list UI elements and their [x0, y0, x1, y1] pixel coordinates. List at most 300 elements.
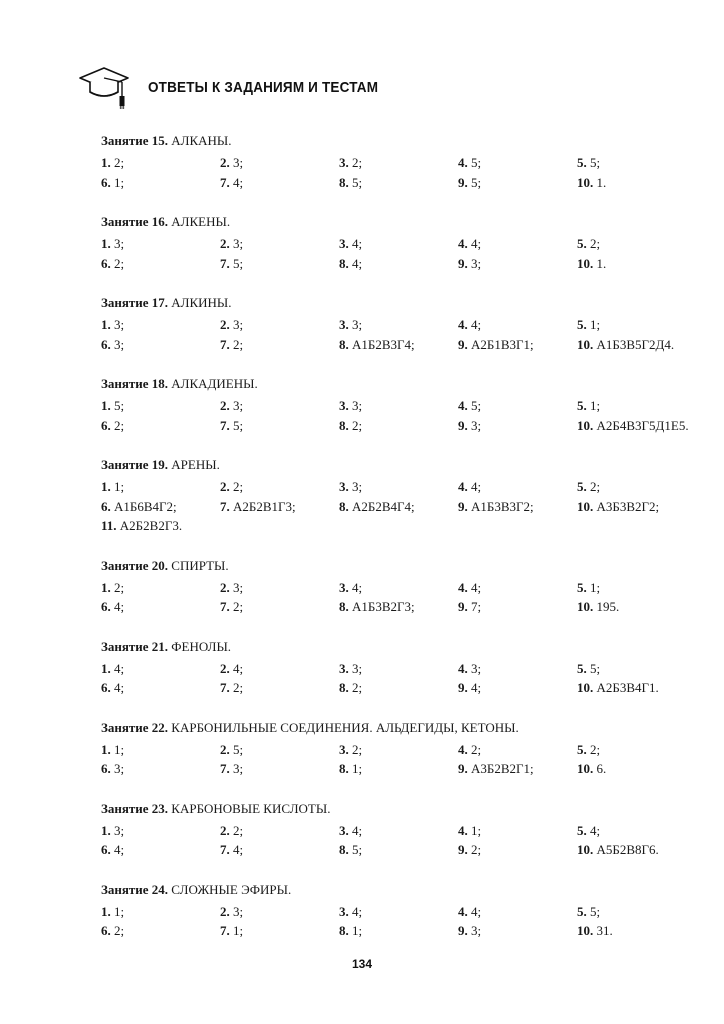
- answer-number: 6.: [101, 761, 111, 776]
- lesson-section: [101, 455, 701, 536]
- answer-value: А3Б2В2Г1;: [471, 761, 534, 776]
- answer-value: 4;: [352, 255, 363, 271]
- answer-value: 31.: [596, 923, 613, 938]
- answer-value: 2;: [233, 336, 244, 352]
- answer-number: 2.: [220, 155, 230, 170]
- answer-item: [458, 740, 577, 760]
- answer-item: [220, 315, 339, 335]
- answer-item: [220, 173, 339, 193]
- answer-item: [339, 678, 458, 698]
- answer-number: 9.: [458, 255, 468, 271]
- lesson-label: Занятие 24.: [101, 881, 169, 897]
- answer-item: [101, 497, 220, 517]
- answer-item: [577, 840, 696, 860]
- answer-item: [220, 153, 339, 173]
- answer-number: 7.: [220, 417, 230, 433]
- answer-item: [220, 740, 339, 760]
- page-number: 134: [351, 957, 373, 971]
- answer-value: А1Б2В3Г4;: [352, 336, 415, 352]
- answer-number: 7.: [220, 761, 230, 776]
- answer-value: 3;: [352, 317, 363, 332]
- lesson-topic: АЛКЕНЫ.: [171, 214, 231, 229]
- answer-value: 4;: [114, 660, 125, 676]
- lesson-title: [101, 455, 701, 474]
- answer-value: 3;: [233, 317, 244, 332]
- answer-value: А2Б2В1Г3;: [233, 498, 296, 514]
- answer-value: 2;: [471, 842, 482, 857]
- answer-number: 4.: [458, 660, 468, 676]
- answer-value: 1.: [596, 255, 607, 271]
- answer-value: 3;: [233, 761, 244, 776]
- answer-number: 4.: [458, 479, 468, 494]
- answer-value: 3;: [233, 236, 244, 251]
- answer-value: 5;: [114, 398, 125, 413]
- answer-item: [339, 396, 458, 416]
- answer-number: 5.: [577, 317, 587, 332]
- answer-value: 195.: [596, 599, 620, 614]
- answer-item: [339, 740, 458, 760]
- answer-value: 3;: [114, 236, 125, 251]
- answer-number: 3.: [339, 479, 349, 494]
- answer-number: 10.: [577, 842, 594, 857]
- answer-number: 1.: [101, 479, 111, 494]
- answer-value: 1;: [114, 174, 125, 190]
- answer-item: [101, 659, 220, 679]
- answer-number: 1.: [101, 903, 111, 919]
- answer-item: [220, 234, 339, 254]
- answers-grid: [101, 740, 701, 779]
- answer-value: 3;: [233, 579, 244, 595]
- answer-item: [458, 153, 577, 173]
- answer-number: 5.: [577, 479, 587, 494]
- answer-value: 3;: [114, 317, 125, 332]
- answers-content: [101, 131, 701, 961]
- answer-number: 7.: [220, 174, 230, 190]
- answer-number: 3.: [339, 317, 349, 332]
- answer-number: 2.: [220, 579, 230, 595]
- answer-item: [339, 234, 458, 254]
- answer-item: [339, 497, 458, 517]
- answer-item: [577, 153, 696, 173]
- answer-number: 6.: [101, 498, 111, 514]
- answer-number: 9.: [458, 680, 468, 695]
- answer-number: 3.: [339, 155, 349, 170]
- answer-value: 3;: [471, 417, 482, 433]
- answer-value: 2;: [590, 741, 601, 757]
- answer-number: 6.: [101, 174, 111, 190]
- answer-value: 5;: [352, 174, 363, 190]
- answer-value: 1;: [352, 923, 363, 938]
- answer-value: 2;: [114, 579, 125, 595]
- graduation-cap-icon: [76, 64, 132, 110]
- answer-item: [101, 740, 220, 760]
- answer-value: А5Б2В8Г6.: [596, 842, 659, 857]
- answer-number: 9.: [458, 174, 468, 190]
- answer-number: 3.: [339, 579, 349, 595]
- answer-item: [339, 335, 458, 355]
- answer-number: 5.: [577, 822, 587, 838]
- answer-number: 7.: [220, 498, 230, 514]
- answer-value: 4;: [233, 660, 244, 676]
- answer-item: [458, 335, 577, 355]
- answer-number: 7.: [220, 680, 230, 695]
- page-header: [76, 64, 404, 110]
- lesson-title: [101, 718, 701, 737]
- answer-item: [339, 315, 458, 335]
- answer-number: 9.: [458, 417, 468, 433]
- answer-number: 2.: [220, 236, 230, 251]
- answer-item: [577, 416, 696, 436]
- answer-value: 3;: [233, 903, 244, 919]
- answer-number: 5.: [577, 579, 587, 595]
- answer-number: 6.: [101, 923, 111, 938]
- answer-number: 4.: [458, 903, 468, 919]
- answer-item: [101, 678, 220, 698]
- answer-number: 6.: [101, 599, 111, 614]
- answer-number: 4.: [458, 398, 468, 413]
- answer-value: 1;: [114, 903, 125, 919]
- lesson-section: [101, 799, 701, 860]
- answer-value: 3;: [471, 660, 482, 676]
- answer-number: 10.: [577, 417, 594, 433]
- answer-value: А1Б6В4Г2;: [114, 498, 177, 514]
- answer-value: 3;: [352, 660, 363, 676]
- answer-value: 3;: [114, 822, 125, 838]
- lesson-topic: АЛКАДИЕНЫ.: [171, 376, 258, 391]
- answers-grid: [101, 821, 701, 860]
- answer-item: [101, 597, 220, 617]
- answer-number: 10.: [577, 680, 594, 695]
- answer-value: 5;: [471, 155, 482, 170]
- answer-item: [101, 173, 220, 193]
- answer-value: 4;: [114, 599, 125, 614]
- lesson-label: Занятие 18.: [101, 376, 169, 391]
- answer-item: [339, 759, 458, 779]
- answer-item: [458, 254, 577, 274]
- answer-number: 7.: [220, 842, 230, 857]
- answer-number: 8.: [339, 761, 349, 776]
- answer-value: 1;: [352, 761, 363, 776]
- answer-item: [458, 840, 577, 860]
- answer-number: 6.: [101, 417, 111, 433]
- answer-number: 9.: [458, 842, 468, 857]
- answer-item: [577, 497, 696, 517]
- answer-number: 10.: [577, 923, 594, 938]
- answer-value: 1;: [590, 398, 601, 413]
- answer-value: 5;: [233, 741, 244, 757]
- answer-value: 5;: [590, 660, 601, 676]
- answer-number: 2.: [220, 479, 230, 494]
- answer-item: [458, 597, 577, 617]
- answer-number: 1.: [101, 155, 111, 170]
- answers-grid: [101, 477, 701, 536]
- answer-number: 3.: [339, 741, 349, 757]
- answer-item: [339, 597, 458, 617]
- answer-number: 3.: [339, 398, 349, 413]
- answer-item: [101, 315, 220, 335]
- answer-value: 1;: [114, 479, 125, 494]
- answer-item: [458, 659, 577, 679]
- answer-number: 1.: [101, 236, 111, 251]
- answer-item: [101, 840, 220, 860]
- answer-item: [220, 497, 339, 517]
- answer-item: [458, 416, 577, 436]
- answer-value: 3;: [471, 255, 482, 271]
- answer-value: 1;: [114, 741, 125, 757]
- answer-number: 1.: [101, 317, 111, 332]
- answer-number: 10.: [577, 498, 594, 514]
- answer-value: А1Б3В5Г2Д4.: [596, 336, 675, 352]
- answer-value: 5;: [590, 155, 601, 170]
- answer-value: 4;: [471, 903, 482, 919]
- answer-value: 4;: [352, 579, 363, 595]
- answer-value: А1Б3В3Г2;: [471, 498, 534, 514]
- answer-value: 4;: [352, 236, 363, 251]
- answer-item: [101, 153, 220, 173]
- answer-item: [577, 396, 696, 416]
- answer-item: [339, 416, 458, 436]
- answer-value: 5;: [233, 417, 244, 433]
- answer-item: [577, 678, 696, 698]
- answer-value: 1.: [596, 174, 607, 190]
- answer-number: 8.: [339, 680, 349, 695]
- answer-item: [101, 902, 220, 922]
- answer-value: 4;: [590, 822, 601, 838]
- lesson-topic: АРЕНЫ.: [171, 457, 220, 472]
- lesson-topic: КАРБОНОВЫЕ КИСЛОТЫ.: [171, 800, 331, 816]
- answer-value: 2;: [114, 417, 125, 433]
- answer-number: 3.: [339, 660, 349, 676]
- answer-number: 7.: [220, 255, 230, 271]
- answer-item: [577, 597, 696, 617]
- answer-value: 2;: [114, 155, 125, 170]
- answer-value: А1Б3В2Г3;: [352, 599, 415, 614]
- answer-number: 8.: [339, 417, 349, 433]
- answer-item: [101, 234, 220, 254]
- lesson-section: [101, 212, 701, 273]
- answer-item: [577, 477, 696, 497]
- answer-item: [220, 759, 339, 779]
- answer-value: 2;: [114, 923, 125, 938]
- answer-number: 1.: [101, 822, 111, 838]
- lesson-title: [101, 799, 701, 818]
- answer-item: [458, 578, 577, 598]
- lesson-section: [101, 718, 701, 779]
- answer-item: [101, 516, 220, 536]
- answer-item: [339, 921, 458, 941]
- lesson-section: [101, 880, 701, 941]
- answer-number: 5.: [577, 155, 587, 170]
- answer-item: [577, 659, 696, 679]
- answer-number: 8.: [339, 923, 349, 938]
- answer-value: 2;: [352, 741, 363, 757]
- answer-item: [220, 821, 339, 841]
- answer-number: 1.: [101, 660, 111, 676]
- answer-value: 2;: [352, 155, 363, 170]
- answers-grid: [101, 234, 701, 273]
- answer-number: 9.: [458, 761, 468, 776]
- answer-value: 3;: [471, 923, 482, 938]
- answer-item: [101, 416, 220, 436]
- answer-item: [339, 173, 458, 193]
- answer-number: 8.: [339, 599, 349, 614]
- answer-item: [458, 477, 577, 497]
- answer-number: 10.: [577, 336, 594, 352]
- answer-value: А2Б2В4Г4;: [352, 498, 415, 514]
- answer-number: 2.: [220, 398, 230, 413]
- answer-item: [577, 821, 696, 841]
- answer-value: 4;: [471, 479, 482, 494]
- answer-item: [220, 597, 339, 617]
- answer-number: 11.: [101, 518, 117, 533]
- answer-value: А2Б4В3Г5Д1Е5.: [596, 417, 689, 433]
- answer-value: А2Б3В4Г1.: [596, 680, 659, 695]
- answer-item: [577, 254, 696, 274]
- answer-number: 10.: [577, 174, 594, 190]
- answer-number: 1.: [101, 398, 111, 413]
- answer-item: [577, 173, 696, 193]
- answer-number: 4.: [458, 741, 468, 757]
- answer-value: 2;: [352, 417, 363, 433]
- answer-number: 4.: [458, 236, 468, 251]
- answer-number: 2.: [220, 741, 230, 757]
- answer-item: [458, 234, 577, 254]
- answer-item: [339, 254, 458, 274]
- answer-number: 8.: [339, 336, 349, 352]
- answer-item: [458, 902, 577, 922]
- answer-item: [577, 759, 696, 779]
- answer-value: 2;: [233, 599, 244, 614]
- answer-item: [458, 678, 577, 698]
- answer-value: 5;: [233, 255, 244, 271]
- answer-value: 2;: [233, 680, 244, 695]
- lesson-section: [101, 131, 701, 192]
- answer-item: [577, 902, 696, 922]
- lesson-section: [101, 637, 701, 698]
- answer-value: 3;: [352, 479, 363, 494]
- answer-number: 9.: [458, 599, 468, 614]
- answer-number: 7.: [220, 336, 230, 352]
- lesson-label: Занятие 17.: [101, 295, 169, 310]
- answer-item: [101, 335, 220, 355]
- answer-value: 7;: [471, 599, 482, 614]
- lesson-section: [101, 556, 701, 617]
- answer-value: 2;: [233, 479, 244, 494]
- answer-number: 7.: [220, 599, 230, 614]
- answers-grid: [101, 659, 701, 698]
- answer-item: [101, 578, 220, 598]
- answer-number: 8.: [339, 255, 349, 271]
- answer-number: 7.: [220, 923, 230, 938]
- answers-grid: [101, 396, 701, 435]
- answer-number: 8.: [339, 842, 349, 857]
- answer-item: [339, 821, 458, 841]
- answer-value: 3;: [352, 398, 363, 413]
- answer-value: 3;: [233, 155, 244, 170]
- answer-number: 4.: [458, 155, 468, 170]
- answer-value: 2;: [233, 822, 244, 838]
- answer-number: 1.: [101, 741, 111, 757]
- answer-value: 4;: [471, 236, 482, 251]
- lesson-title: [101, 374, 701, 393]
- answer-item: [577, 921, 696, 941]
- answer-value: 4;: [352, 822, 363, 838]
- answer-item: [339, 578, 458, 598]
- answer-item: [220, 578, 339, 598]
- answer-item: [339, 153, 458, 173]
- answer-item: [577, 315, 696, 335]
- answer-value: 3;: [114, 336, 125, 352]
- answers-grid: [101, 153, 701, 192]
- answer-value: 4;: [352, 903, 363, 919]
- lesson-section: [101, 293, 701, 354]
- answer-value: 2;: [590, 236, 601, 251]
- answers-grid: [101, 315, 701, 354]
- answer-number: 5.: [577, 660, 587, 676]
- answer-value: 1;: [233, 923, 244, 938]
- answer-item: [101, 477, 220, 497]
- lesson-title: [101, 131, 701, 150]
- answer-value: 5;: [471, 174, 482, 190]
- answer-number: 5.: [577, 398, 587, 413]
- answer-value: 5;: [590, 903, 601, 919]
- answer-number: 9.: [458, 923, 468, 938]
- answer-number: 2.: [220, 660, 230, 676]
- answer-value: 4;: [471, 317, 482, 332]
- lesson-section: [101, 374, 701, 435]
- lesson-topic: АЛКАНЫ.: [171, 133, 232, 148]
- lesson-topic: ФЕНОЛЫ.: [171, 638, 232, 654]
- answer-number: 4.: [458, 822, 468, 838]
- lesson-label: Занятие 23.: [101, 800, 169, 816]
- answer-item: [220, 678, 339, 698]
- answer-item: [220, 254, 339, 274]
- answer-item: [339, 902, 458, 922]
- answer-number: 6.: [101, 842, 111, 857]
- answer-number: 5.: [577, 741, 587, 757]
- answer-value: 4;: [233, 174, 244, 190]
- answer-number: 1.: [101, 579, 111, 595]
- lesson-topic: СЛОЖНЫЕ ЭФИРЫ.: [171, 881, 292, 897]
- lesson-topic: КАРБОНИЛЬНЫЕ СОЕДИНЕНИЯ. АЛЬДЕГИДЫ, КЕТОНЫ.: [171, 719, 519, 735]
- answer-item: [339, 477, 458, 497]
- answer-value: А2Б1В3Г1;: [471, 336, 534, 352]
- answer-number: 10.: [577, 599, 594, 614]
- answer-item: [458, 759, 577, 779]
- answer-item: [458, 396, 577, 416]
- answer-item: [220, 396, 339, 416]
- answer-item: [101, 921, 220, 941]
- answer-number: 10.: [577, 761, 594, 776]
- lesson-title: [101, 880, 701, 899]
- answer-number: 4.: [458, 579, 468, 595]
- answer-value: 2;: [352, 680, 363, 695]
- answer-number: 3.: [339, 236, 349, 251]
- answer-number: 2.: [220, 903, 230, 919]
- answer-number: 3.: [339, 903, 349, 919]
- answer-item: [458, 921, 577, 941]
- answer-item: [458, 821, 577, 841]
- answer-value: 3;: [114, 761, 125, 776]
- answer-number: 5.: [577, 903, 587, 919]
- answer-value: 4;: [114, 842, 125, 857]
- lesson-label: Занятие 15.: [101, 133, 169, 148]
- answer-number: 8.: [339, 498, 349, 514]
- lesson-title: [101, 637, 701, 656]
- answer-value: 5;: [471, 398, 482, 413]
- answer-item: [577, 335, 696, 355]
- answers-grid: [101, 902, 701, 941]
